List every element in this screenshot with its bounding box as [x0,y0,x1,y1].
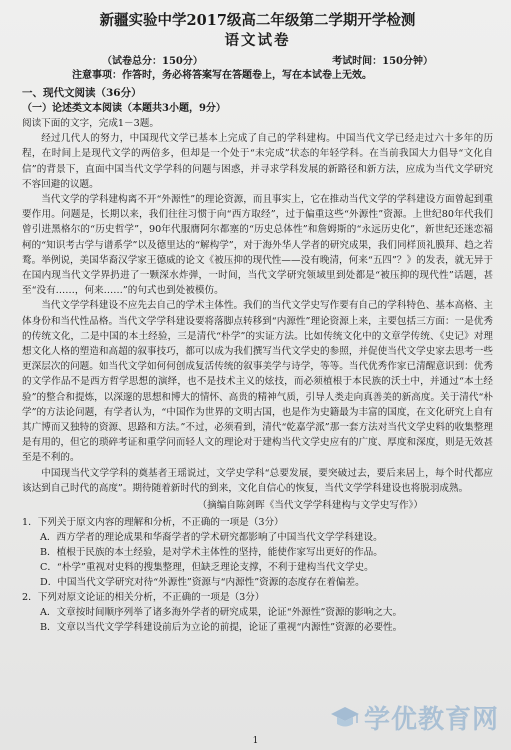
question-option: C．“朴学”重视对史料的搜集整理，但缺乏理论支撑，不利于建构当代文学史。 [40,562,374,574]
passage-paragraph: 当代文学的学科建构离不开“外源性”的理论资源，而且事实上，它在推动当代文学的学科建设方面曾起到重要作用。问题是，长期以来，我们往往习惯于向“西方取经”，过于偏重这些“外源性”资源。上世纪80年代我们曾引进黑格尔的“历史哲学”，90年代服膺阿尔都塞的“历史总体性”和詹姆斯的“永远历史化”，新世纪还迷恋福柯的“知识考古学与谱系学”以及德里达的“解构学”，对于海外华人学者的研究成果，我们同样顶礼膜拜、趋之若鹜。举例说，美国华裔汉学家王德威的论文《被压抑的现代性——没有晚清，何来“五四”？》的发表，就无异于在国内现当代文学界扔进了一颗深水炸弹，一时间，当代文学研究领域里到处都是“被压抑的现代性”话题，甚至“没有……，何来……”的句式也到处被模仿。 [22,194,493,297]
passage-source: （摘编自陈剑晖《当代文学学科建构与文学史写作》） [197,500,423,512]
exam-notice: 注意事项：作答时，务必将答案写在答题卷上，写在本试卷上无效。 [72,70,372,81]
total-score: （试卷总分：150分） [102,56,203,67]
page-number: 1 [252,736,259,746]
question-option: A．文章按时间顺序列举了诸多海外学者的研究成果，论证“外源性”资源的影响之大。 [40,607,403,619]
section-heading: 一、现代文阅读（36分） [22,87,142,99]
question-option: B．植根于民族的本土经验，是对学术主体性的坚持，能使作家写出更好的作品。 [40,547,383,559]
question-option: A．西方学者的理论成果和华裔学者的学术研究都影响了中国当代文学学科建设。 [40,532,383,544]
exam-subtitle: 语文试卷 [224,32,291,49]
watermark [330,699,499,736]
exam-meta [102,55,433,69]
passage-paragraph: 中国现当代文学学科的奠基者王瑶说过，文学史学科“总要发展，要突破过去，要后来居上，每个时代都应该达到自己时代的高度”。期待随着新时代的到来，文化自信心的恢复，当代文学学科建设也将脱羽成熟。 [22,467,493,494]
exam-title: 新疆实验中学2017级高二年级第二学期开学检测 [99,12,416,29]
graduation-logo-icon [330,703,360,733]
passage-paragraph: 当代文学学科建设不应先去自己的学术主体性。我们的当代文学史写作要有自己的学科特色、基本高格、主体身份和当代性品格。当代文学学科建设要将落脚点转移到“内源性”理论资源上来，主要包括三方面：一是优秀的传统文化，二是中国的本土经验，三是清代“朴学”的实证方法。比如传统文化中的文章学传统、《史记》对理想文化人格的塑造和高超的叙事技巧，都可以成为我们撰写当代文学史的参照，并促使当代文学史家去思考一些更深层次的问题。如当代文学如何何创成复活传统的叙事美学与诗学，等等。当代优秀作家已清醒意识到：优秀的文学作品不是西方哲学思想的演绎，也不是技术主义的炫技，而必须植根于本民族的沃土中，并通过“本土经验”的整合和提炼，以深邃的思想和博大的情怀、高贵的精神气质，引导人类走向真善美的新高度。关于清代“朴学”的方法论问题，有学者认为，“中国作为世界的文明古国，也是作为史籍最为丰富的国度，在文化研究上自有其广博而又独特的资源、思路和方法。”不过，必须看到，清代“乾嘉学派”那一套方法对当代文学史料的收集整理是有用的，但它的琐碎考证和重学问而轻人文的理论对于建构当代文学史应有的广度、厚度和深度，则是无效甚至是不利的。 [22,300,493,464]
question-stem: 2．下列对原文论证的相关分析，不正确的一项是（3分） [22,592,265,604]
question-option: B．文章以当代文学学科建设前后为立论的前提，论证了重视“内源性”资源的必要性。 [40,622,403,634]
question-option: D．中国当代文学研究对待“外源性”资源与“内源性”资源的态度存在着偏差。 [40,577,365,589]
subsection-heading: （一）论述类文本阅读（本题共3小题，9分） [22,103,226,114]
watermark-text: 学优教育网 [363,705,499,735]
question-stem: 1．下列关于原文内容的理解和分析，不正确的一项是（3分） [22,517,284,529]
reading-instruction: 阅读下面的文字，完成1－3题。 [22,118,159,129]
passage-paragraph: 经过几代人的努力，中国现代文学已基本上完成了自己的学科建构。中国当代文学已经走过六十多年的历程，在时间上是现代文学的两倍多，但却是一个处于“未完成”状态的年轻学科。在当前我国大力倡导“文化自信”的背景下，直面中国当代文学学科的问题与困惑，并寻求学科发展的新路径和新方法，应成为当代文学研究不容回避的议题。 [22,133,493,190]
exam-time: 考试时间：150分钟） [332,56,433,67]
